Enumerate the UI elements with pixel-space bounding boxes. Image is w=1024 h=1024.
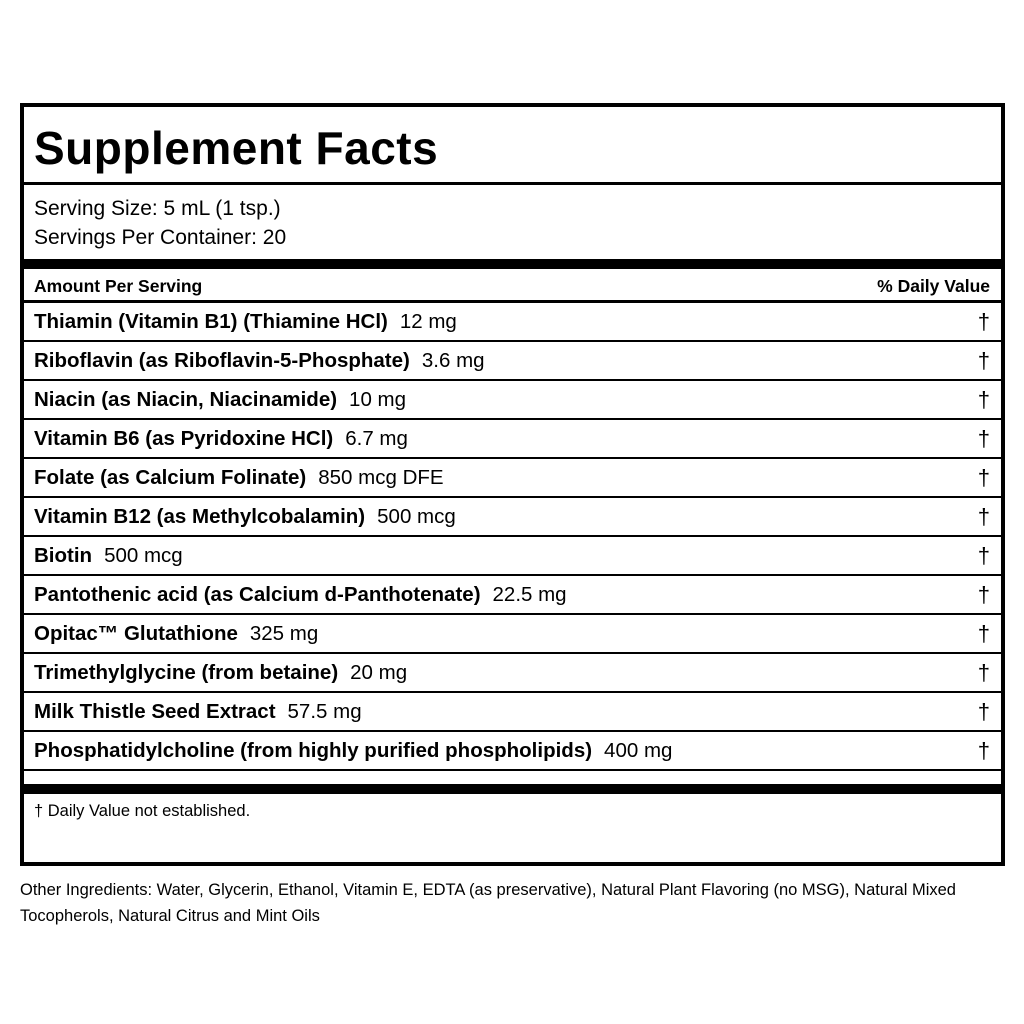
- daily-value-mark: †: [977, 348, 990, 373]
- footnote: † Daily Value not established.: [34, 802, 251, 820]
- daily-value-mark: †: [977, 660, 990, 685]
- nutrient-name: [34, 498, 456, 535]
- daily-value-mark: †: [977, 309, 990, 334]
- panel-title: Supplement Facts: [34, 122, 439, 174]
- daily-value-header: % Daily Value: [877, 276, 990, 296]
- other-ingredients: Other Ingredients: Water, Glycerin, Ethanol, Vitamin E, EDTA (as preservative), Natural Plant Flavoring (no MSG), Natural Mixed Tocopherols, Natural Citrus and Mint Oils: [20, 881, 956, 925]
- nutrient-label: Pantothenic acid (as Calcium d-Panthotenate): [34, 583, 481, 606]
- nutrient-row: [24, 693, 1001, 732]
- daily-value-mark: †: [977, 504, 990, 529]
- nutrient-label: Milk Thistle Seed Extract: [34, 700, 276, 723]
- nutrient-row: [24, 459, 1001, 498]
- nutrient-name: [34, 459, 444, 496]
- nutrient-row: [24, 498, 1001, 537]
- nutrient-amount: 325 mg: [249, 622, 319, 645]
- nutrient-label: Opitac™ Glutathione: [34, 622, 238, 645]
- daily-value-mark: †: [977, 426, 990, 451]
- nutrient-amount: 500 mcg: [377, 505, 456, 528]
- serving-info: [34, 194, 286, 252]
- daily-value-mark: †: [977, 387, 990, 412]
- nutrient-name: [34, 576, 567, 613]
- nutrient-name: [34, 303, 457, 340]
- nutrient-name: [34, 420, 408, 457]
- nutrient-label: Riboflavin (as Riboflavin-5-Phosphate): [34, 349, 410, 372]
- daily-value-mark: †: [977, 465, 990, 490]
- nutrient-amount: 850 mcg DFE: [318, 466, 444, 489]
- nutrient-amount: 400 mg: [604, 739, 673, 762]
- nutrient-amount: 57.5 mg: [287, 700, 362, 723]
- nutrient-name: [34, 537, 183, 574]
- column-header: [34, 273, 990, 299]
- nutrient-row: [24, 381, 1001, 420]
- nutrient-amount: 500 mcg: [104, 544, 183, 567]
- thick-divider-bottom: [24, 784, 1001, 794]
- nutrient-row: [24, 576, 1001, 615]
- nutrient-amount: 22.5 mg: [492, 583, 567, 606]
- nutrient-label: Folate (as Calcium Folinate): [34, 466, 307, 489]
- nutrient-name: [34, 381, 406, 418]
- nutrient-row: [24, 342, 1001, 381]
- nutrient-amount: 20 mg: [350, 661, 408, 684]
- nutrient-label: Biotin: [34, 544, 93, 567]
- thick-divider-top: [24, 259, 1001, 269]
- nutrient-name: [34, 732, 672, 769]
- serving-size: Serving Size: 5 mL (1 tsp.): [34, 197, 281, 220]
- daily-value-mark: †: [977, 621, 990, 646]
- nutrient-name: [34, 693, 362, 730]
- daily-value-mark: †: [977, 699, 990, 724]
- nutrient-label: Vitamin B12 (as Methylcobalamin): [34, 505, 366, 528]
- daily-value-mark: †: [977, 738, 990, 763]
- daily-value-mark: †: [977, 582, 990, 607]
- daily-value-mark: †: [977, 543, 990, 568]
- nutrient-label: Trimethylglycine (from betaine): [34, 661, 339, 684]
- nutrient-row: [24, 420, 1001, 459]
- nutrient-table: [24, 303, 1001, 771]
- title-divider: [24, 182, 1001, 185]
- amount-per-serving-header: Amount Per Serving: [34, 276, 203, 296]
- nutrient-row: [24, 732, 1001, 771]
- nutrient-name: [34, 615, 318, 652]
- nutrient-row: [24, 654, 1001, 693]
- nutrient-amount: 6.7 mg: [345, 427, 408, 450]
- supplement-facts-panel: [20, 103, 1005, 866]
- nutrient-row: [24, 537, 1001, 576]
- nutrient-label: Phosphatidylcholine (from highly purified phospholipids): [34, 739, 593, 762]
- servings-per-container: Servings Per Container: 20: [34, 226, 287, 249]
- nutrient-amount: 12 mg: [399, 310, 457, 333]
- nutrient-label: Niacin (as Niacin, Niacinamide): [34, 388, 338, 411]
- nutrient-name: [34, 654, 407, 691]
- nutrient-label: Vitamin B6 (as Pyridoxine HCl): [34, 427, 334, 450]
- nutrient-row: [24, 615, 1001, 654]
- nutrient-label: Thiamin (Vitamin B1) (Thiamine HCl): [34, 310, 388, 333]
- nutrient-amount: 3.6 mg: [421, 349, 485, 372]
- nutrient-name: [34, 342, 485, 379]
- nutrient-row: [24, 303, 1001, 342]
- nutrient-amount: 10 mg: [349, 388, 407, 411]
